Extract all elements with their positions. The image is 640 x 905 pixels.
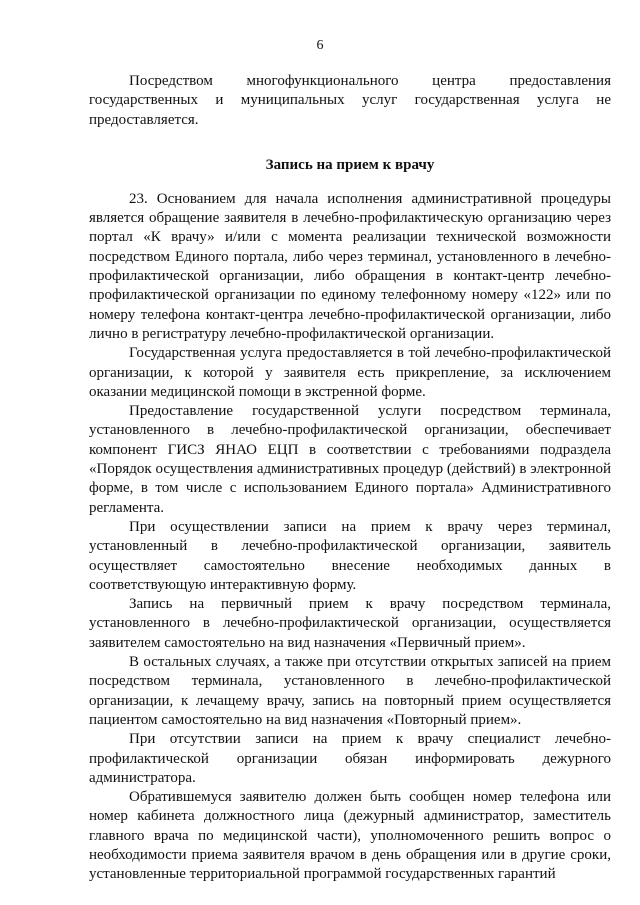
paragraph-service-scope: Государственная услуга предоставляется в той лечебно-профилактической организации, к которой у заявителя есть прикрепление, за исключением оказании медицинской помощи в экстренной форме. (89, 345, 611, 400)
document-body (89, 72, 611, 885)
paragraph-contact-info: Обратившемуся заявителю должен быть сообщен номер телефона или номер кабинета должностного лица (дежурный администратор, заместитель главного врача по медицинской части), уполномоченного решить вопрос о необходимости приема заявителя врачом в день обращения или в другие сроки, установленные территориальной программой государственных гарантий (89, 789, 611, 883)
paragraph-terminal-entry: При осуществлении записи на прием к врачу через терминал, установленный в лечебно-профилактической организации, заявитель осуществляет самостоятельно внесение необходимых данных в соответствующую интерактивную форму. (89, 518, 611, 593)
intro-paragraph: Посредством многофункционального центра предоставления государственных и муниципальных услуг государственная услуга не предоставляется. (89, 73, 611, 128)
paragraph-primary-visit: Запись на первичный прием к врачу посредством терминала, установленного в лечебно-профилактической организации, осуществляется заявителем самостоятельно на вид назначения «Первичный прием». (89, 596, 611, 651)
paragraph-no-record: При отсутствии записи на прием к врачу специалист лечебно-профилактической организации обязан информировать дежурного администратора. (89, 731, 611, 786)
paragraph-repeat-visit: В остальных случаях, а также при отсутствии открытых записей на прием посредством терминала, установленного в лечебно-профилактической организации, к лечащему врачу, запись на повторный прием осуществляется пациентом самостоятельно на вид назначения «Повторный прием». (89, 654, 611, 728)
section-title: Запись на прием к врачу (265, 156, 435, 173)
paragraph-terminal-provision: Предоставление государственной услуги посредством терминала, установленного в лечебно-профилактической организации, обеспечивает компонент ГИСЗ ЯНАО ЕЦП в соответствии с требованиями подраздела «Порядок осуществления административных процедур (действий) в электронной форме, в том числе с использованием Единого портала» Административного регламента. (89, 403, 611, 516)
page-number: 6 (316, 38, 324, 53)
paragraph-23: 23. Основанием для начала исполнения административной процедуры является обращение заявителя в лечебно-профилактическую организацию через портал «К врачу» и/или с момента реализации технической возможности посредством Единого портала, либо через терминал, установленного в лечебно-профилактической организации, либо обращения в контакт-центр лечебно-профилактической организации по единому телефонному номеру «122» или по номеру телефона контакт-центра лечебно-профилактической организации, либо лично в регистратуру лечебно-профилактической организации. (89, 190, 611, 342)
